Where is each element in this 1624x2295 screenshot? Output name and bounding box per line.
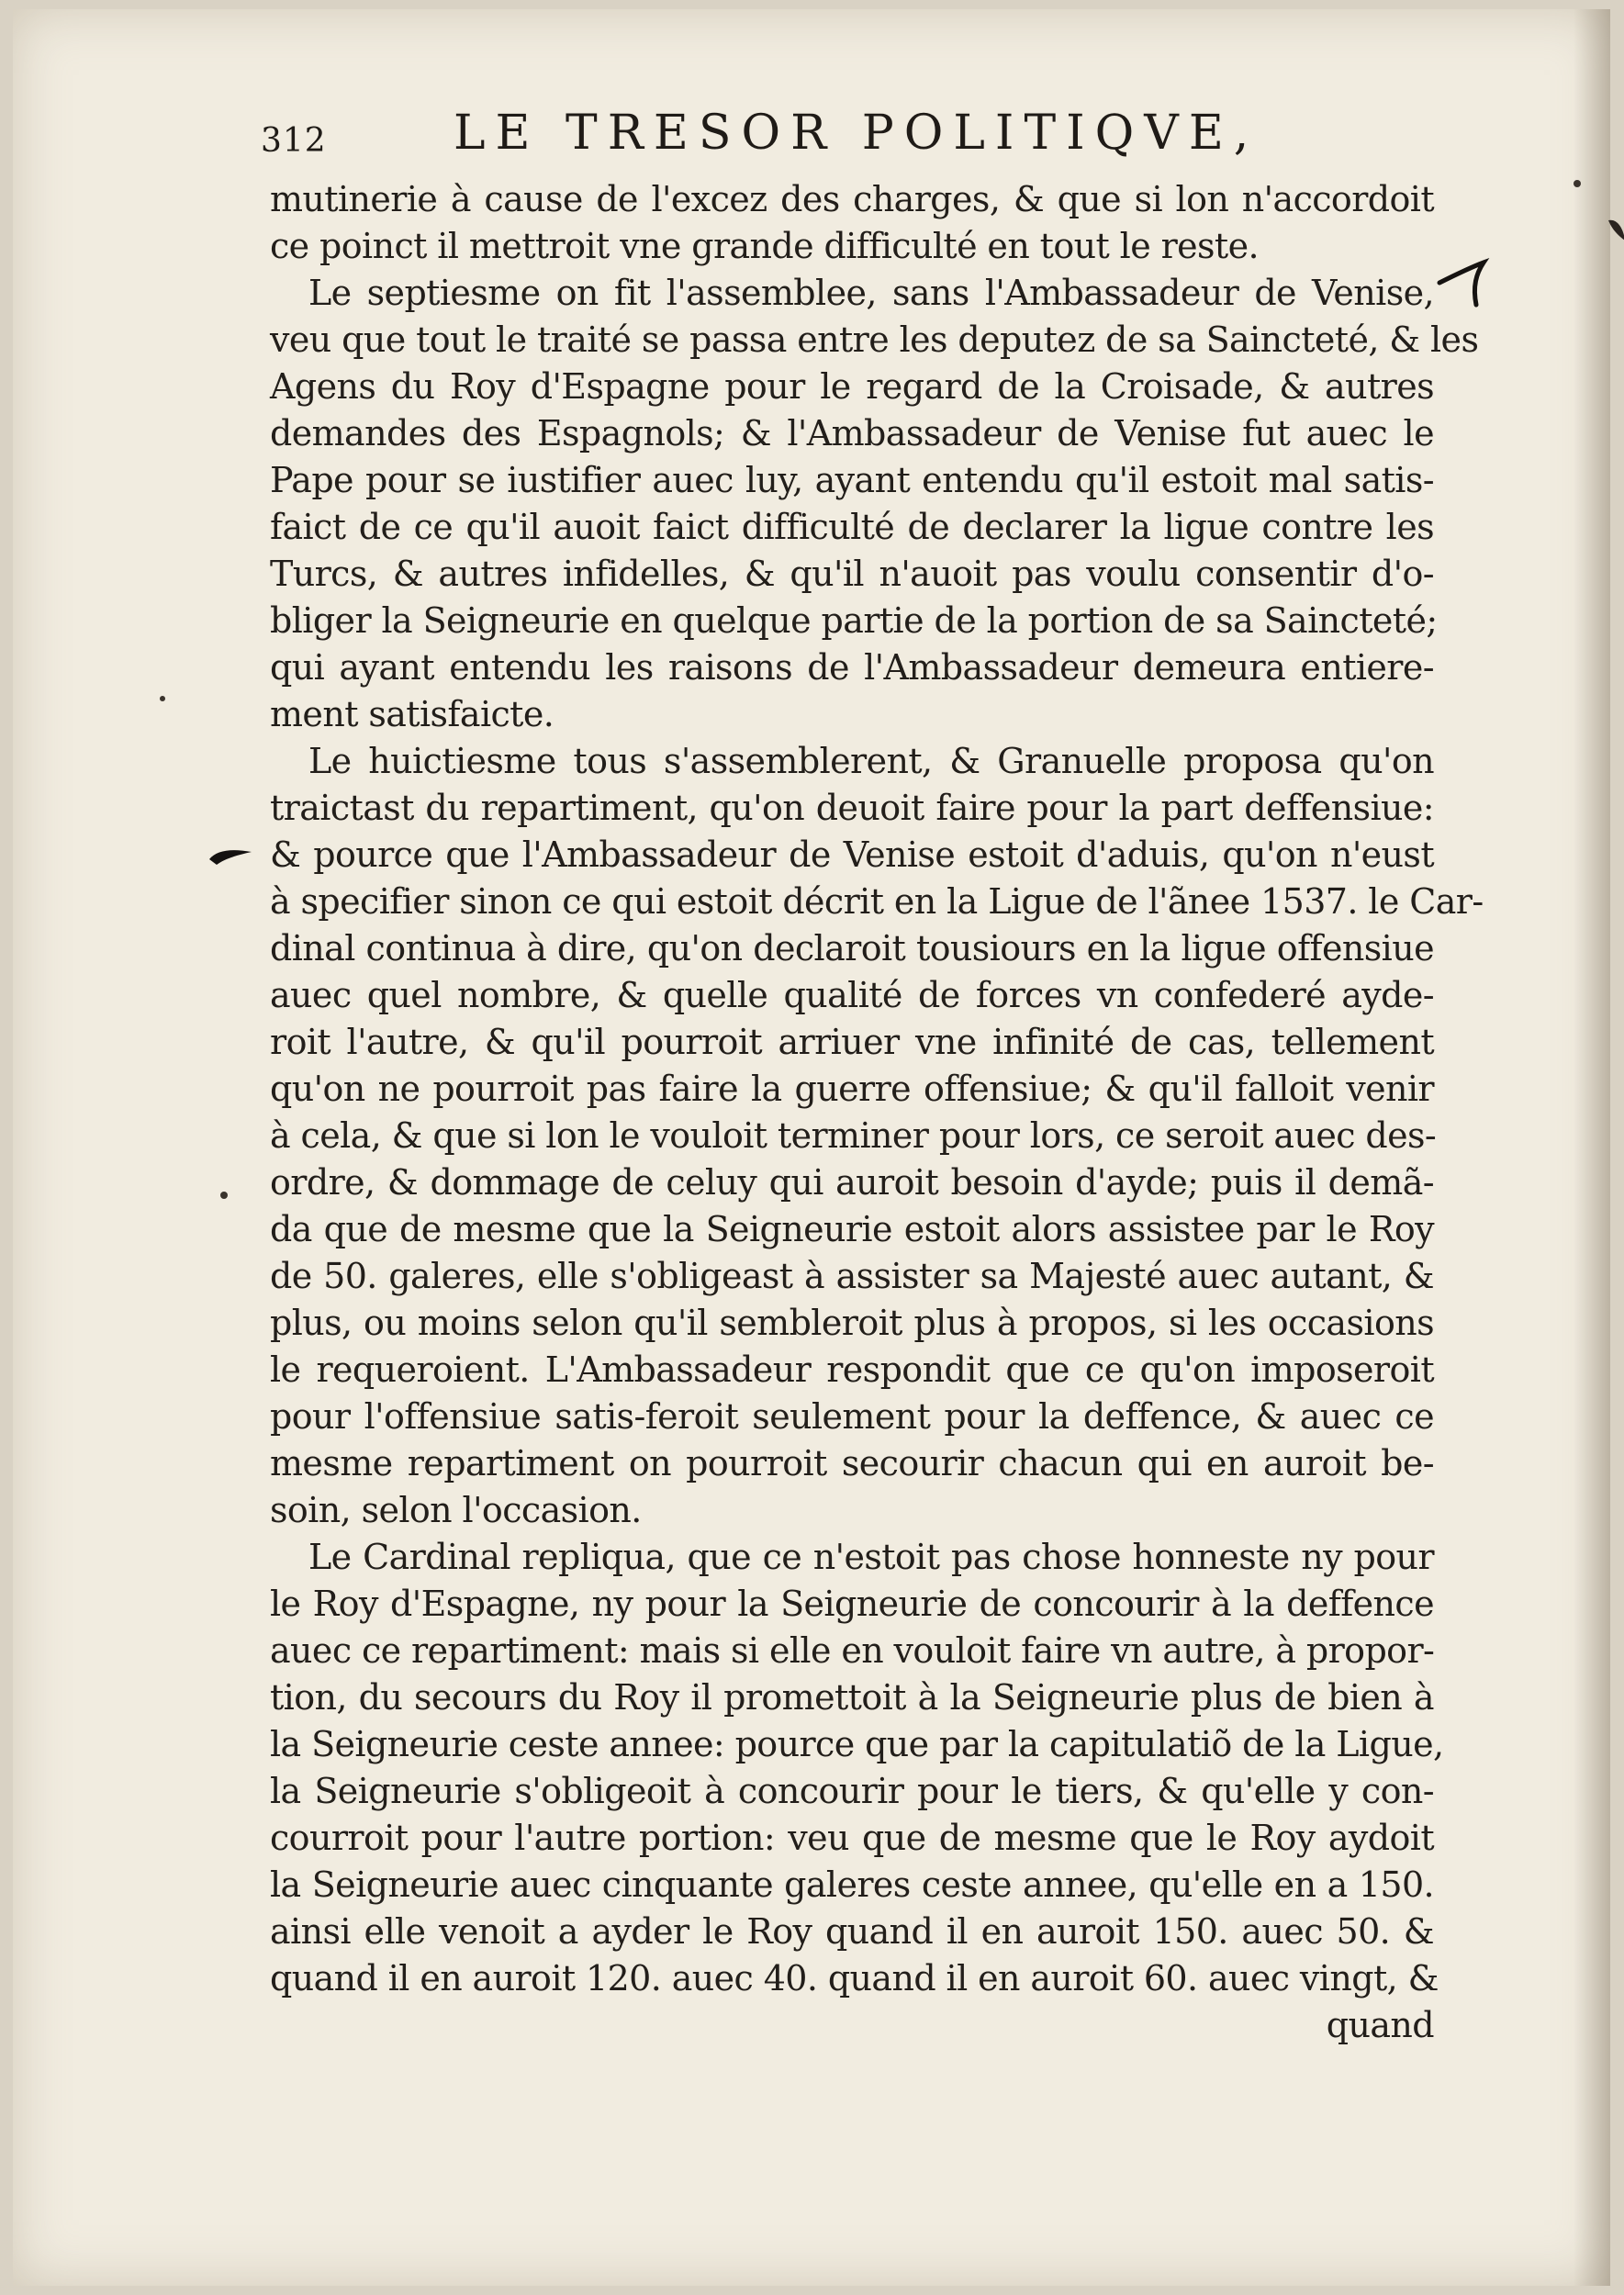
text-line: Turcs, & autres infidelles, & qu'il n'auoit pas voulu consentir d'o- xyxy=(270,554,1434,594)
text-line: Le Cardinal repliqua, que ce n'estoit pas chose honneste ny pour xyxy=(308,1537,1434,1577)
ink-blot-icon xyxy=(1607,217,1624,244)
text-line: ce poinct il mettroit vne grande difficulté en tout le reste. xyxy=(270,226,1259,266)
text-line: mesme repartiment on pourroit secourir chacun qui en auroit be- xyxy=(270,1443,1434,1483)
text-line: auec quel nombre, & quelle qualité de forces vn confederé ayde- xyxy=(270,975,1434,1015)
text-line: faict de ce qu'il auoit faict difficulté de declarer la ligue contre les xyxy=(270,507,1434,547)
text-line: la Seigneurie ceste annee: pource que par la capitulatiõ de la Ligue, xyxy=(270,1724,1444,1764)
text-line: Le huictiesme tous s'assemblerent, & Granuelle proposa qu'on xyxy=(308,741,1434,781)
page-header xyxy=(261,106,1260,170)
text-line: Agens du Roy d'Espagne pour le regard de la Croisade, & autres xyxy=(270,366,1434,407)
text-line: courroit pour l'autre portion: veu que de mesme que le Roy aydoit xyxy=(270,1818,1434,1858)
text-line: demandes des Espagnols; & l'Ambassadeur de Venise fut auec le xyxy=(270,413,1434,453)
text-line: veu que tout le traité se passa entre les deputez de sa Saincteté, & les xyxy=(270,319,1479,360)
text-line: da que de mesme que la Seigneurie estoit alors assistee par le Roy xyxy=(270,1209,1434,1249)
text-line: qu'on ne pourroit pas faire la guerre offensiue; & qu'il falloit venir xyxy=(270,1069,1434,1109)
text-line: de 50. galeres, elle s'obligeast à assister sa Majesté auec autant, & xyxy=(270,1256,1434,1296)
text-line: Pape pour se iustifier auec luy, ayant entendu qu'il estoit mal satis- xyxy=(270,460,1434,500)
text-line: mutinerie à cause de l'excez des charges, & que si lon n'accordoit xyxy=(270,179,1434,219)
pointing-hand-icon xyxy=(207,846,253,867)
text-line: la Seigneurie s'obligeoit à concourir pour le tiers, & qu'elle y con- xyxy=(270,1771,1434,1811)
text-line: pour l'offensiue satis-feroit seulement pour la deffence, & auec ce xyxy=(270,1396,1434,1437)
text-line: le requeroient. L'Ambassadeur respondit que ce qu'on imposeroit xyxy=(270,1349,1434,1390)
page-edge-shadow xyxy=(1574,9,1610,2286)
text-line: plus, ou moins selon qu'il sembleroit plus à propos, si les occasions xyxy=(270,1303,1434,1343)
text-line: le Roy d'Espagne, ny pour la Seigneurie de concourir à la deffence xyxy=(270,1584,1434,1624)
text-line: Le septiesme on fit l'assemblee, sans l'Ambassadeur de Venise, xyxy=(308,273,1434,313)
text-line: ainsi elle venoit a ayder le Roy quand il en auroit 150. auec 50. & xyxy=(270,1911,1434,1952)
text-line: soin, selon l'occasion. xyxy=(270,1490,642,1530)
text-line: & pource que l'Ambassadeur de Venise estoit d'aduis, qu'on n'eust xyxy=(270,834,1434,875)
ink-speck xyxy=(220,1192,228,1199)
text-line: roit l'autre, & qu'il pourroit arriuer vne infinité de cas, tellement xyxy=(270,1022,1434,1062)
text-line: ment satisfaicte. xyxy=(270,694,554,734)
page-number: 312 xyxy=(261,122,327,160)
text-line: auec ce repartiment: mais si elle en vouloit faire vn autre, à propor- xyxy=(270,1630,1435,1671)
ink-speck xyxy=(160,696,165,701)
text-line: bliger la Seigneurie en quelque partie de la portion de sa Saincteté; xyxy=(270,600,1438,641)
text-line: tion, du secours du Roy il promettoit à la Seigneurie plus de bien à xyxy=(270,1677,1434,1718)
running-title: LE TRESOR POLITIQVE, xyxy=(454,106,1260,161)
ink-speck xyxy=(1574,180,1581,187)
body-text xyxy=(270,176,1484,2049)
text-line: quand il en auroit 120. auec 40. quand il en auroit 60. auec vingt, & xyxy=(270,1958,1439,1998)
text-line: la Seigneurie auec cinquante galeres ceste annee, qu'elle en a 150. xyxy=(270,1864,1434,1905)
book-page xyxy=(13,9,1610,2286)
text-line: qui ayant entendu les raisons de l'Ambassadeur demeura entiere- xyxy=(270,647,1434,688)
text-line: à cela, & que si lon le vouloit terminer pour lors, ce seroit auec des- xyxy=(270,1115,1437,1156)
ink-flourish-icon xyxy=(1436,255,1491,310)
text-line: traictast du repartiment, qu'on deuoit faire pour la part deffensiue: xyxy=(270,788,1434,828)
text-line: dinal continua à dire, qu'on declaroit tousiours en la ligue offensiue xyxy=(270,928,1434,968)
text-line: quand xyxy=(1326,2005,1434,2045)
text-line: à specifier sinon ce qui estoit décrit en la Ligue de l'ãnee 1537. le Car- xyxy=(270,881,1484,922)
text-line: ordre, & dommage de celuy qui auroit besoin d'ayde; puis il demã- xyxy=(270,1162,1434,1203)
